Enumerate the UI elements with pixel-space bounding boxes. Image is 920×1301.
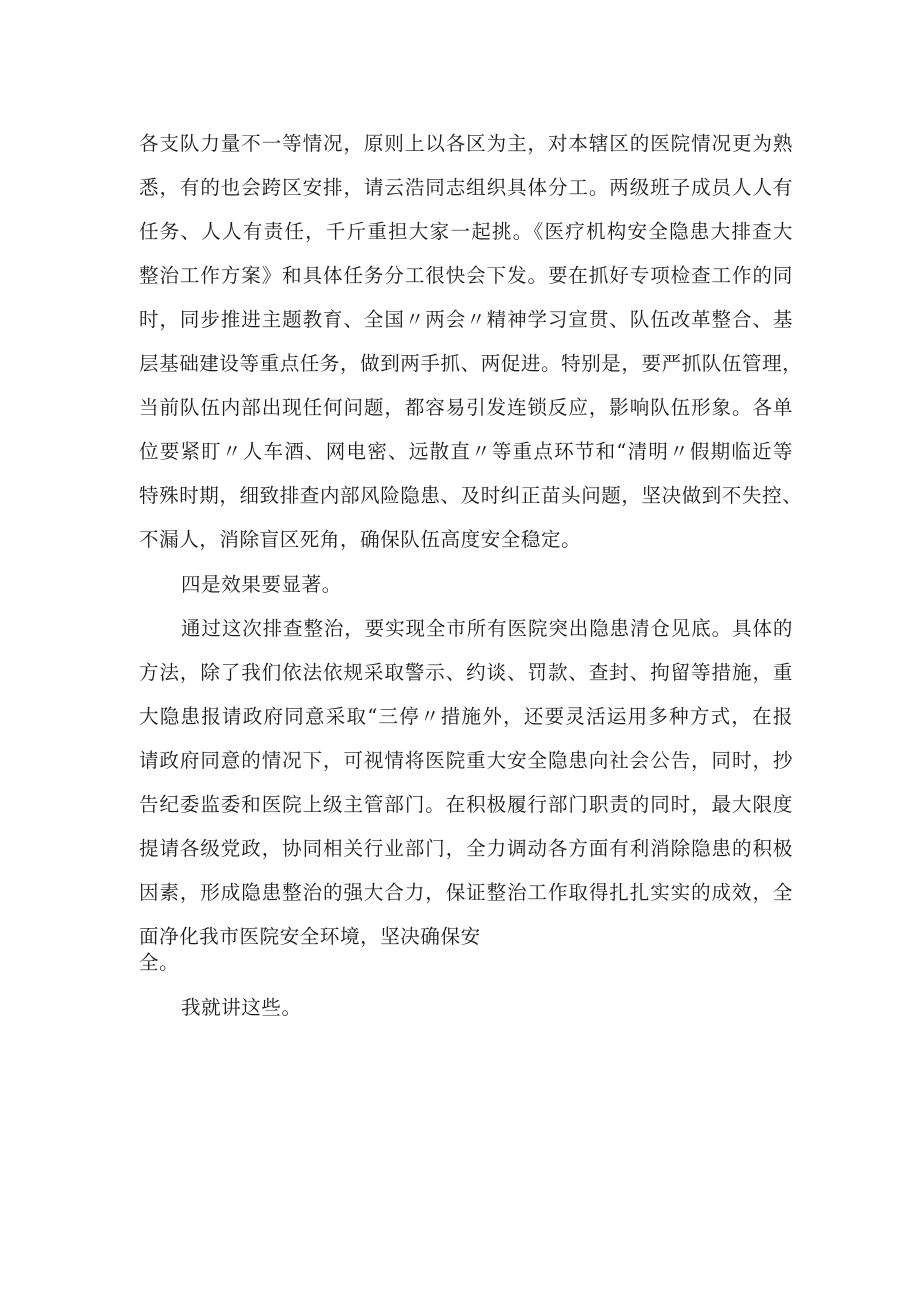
paragraph-2-line-9: 全。 — [139, 951, 180, 974]
paragraph-1-line-1: 各支队力量不一等情况，原则上以各区为主，对本辖区的医院情况更为熟 — [139, 132, 793, 155]
paragraph-1-line-4: 整治工作方案》和具体任务分工很快会下发。要在抓好专项检查工作的同 — [139, 264, 793, 287]
paragraph-1-line-10: 不漏人，消除盲区死角，确保队伍高度安全稳定。 — [139, 528, 582, 551]
paragraph-2-line-2: 方法，除了我们依法依规采取警示、约谈、罚款、查封、拘留等措施，重 — [139, 661, 793, 684]
paragraph-2-line-7: 因素，形成隐患整治的强大合力，保证整治工作取得扎扎实实的成效，全 — [139, 881, 793, 904]
paragraph-1-line-8: 位要紧盯〃人车酒、网电密、远散直〃等重点环节和“清明〃假期临近等 — [139, 440, 793, 463]
paragraph-1-line-3: 任务、人人有责任，千斤重担大家一起挑。《医疗机构安全隐患大排查大 — [139, 220, 793, 243]
section-heading: 四是效果要显著。 — [181, 573, 342, 596]
paragraph-1-line-2: 悉，有的也会跨区安排，请云浩同志组织具体分工。两级班子成员人人有 — [139, 176, 793, 199]
paragraph-1-line-6: 层基础建设等重点任务，做到两手抓、两促进。特别是，要严抓队伍管理， — [139, 352, 803, 375]
paragraph-2-line-1: 通过这次排查整治，要实现全市所有医院突出隐患清仓见底。具体的 — [181, 617, 793, 640]
paragraph-2-line-8: 面净化我市医院安全环境，坚决确保安 — [139, 925, 481, 948]
closing-remark: 我就讲这些。 — [181, 996, 302, 1019]
paragraph-1-line-7: 当前队伍内部出现任何问题，都容易引发连锁反应，影响队伍形象。各单 — [139, 396, 793, 419]
paragraph-2-line-4: 请政府同意的情况下，可视情将医院重大安全隐患向社会公告，同时，抄 — [139, 749, 793, 772]
paragraph-2-line-6: 提请各级党政，协同相关行业部门，全力调动各方面有利消除隐患的积极 — [139, 837, 793, 860]
paragraph-1-line-9: 特殊时期，细致排查内部风险隐患、及时纠正苗头问题，坚决做到不失控、 — [139, 484, 803, 507]
paragraph-1-line-5: 时，同步推进主题教育、全国〃两会〃精神学习宣贯、队伍改革整合、基 — [139, 308, 793, 331]
paragraph-2-line-3: 大隐患报请政府同意采取“三停〃措施外，还要灵活运用多种方式，在报 — [139, 705, 793, 728]
paragraph-2-line-5: 告纪委监委和医院上级主管部门。在积极履行部门职责的同时，最大限度 — [139, 793, 793, 816]
